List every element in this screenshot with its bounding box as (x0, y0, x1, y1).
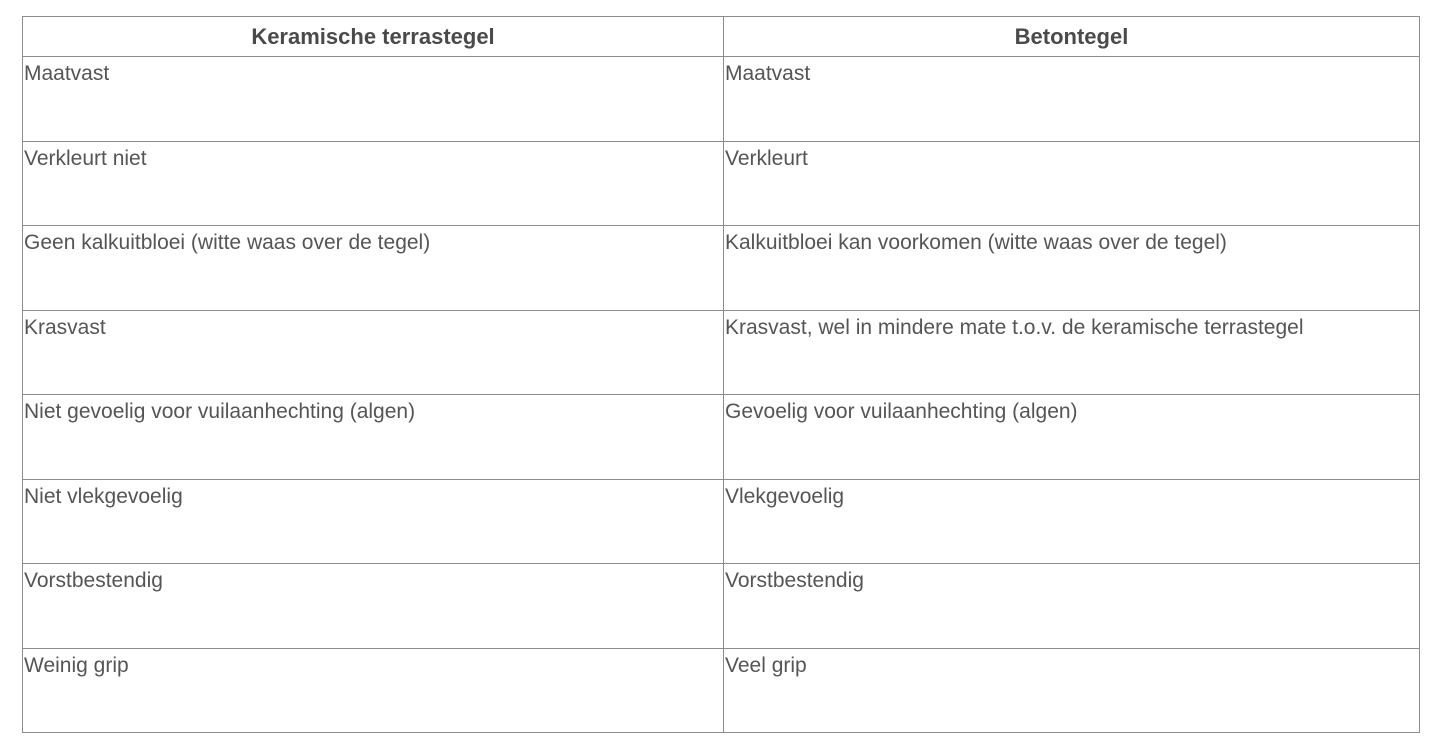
table-row (23, 226, 1420, 311)
table-cell-ceramic: Weinig grip (23, 648, 724, 733)
table-cell-ceramic: Niet gevoelig voor vuilaanhechting (algen) (23, 395, 724, 480)
table-row (23, 395, 1420, 480)
table-cell-concrete: Veel grip (724, 648, 1420, 733)
table-cell-concrete: Kalkuitbloei kan voorkomen (witte waas over de tegel) (724, 226, 1420, 311)
table-header-row (23, 17, 1420, 57)
table-row (23, 310, 1420, 395)
table-row (23, 479, 1420, 564)
header-concrete-tile: Betontegel (724, 17, 1420, 57)
table-row (23, 141, 1420, 226)
table-cell-concrete: Verkleurt (724, 141, 1420, 226)
comparison-table (22, 16, 1420, 733)
table-row (23, 564, 1420, 649)
table-cell-ceramic: Maatvast (23, 57, 724, 142)
table-cell-ceramic: Krasvast (23, 310, 724, 395)
table-cell-concrete: Vlekgevoelig (724, 479, 1420, 564)
table-cell-ceramic: Geen kalkuitbloei (witte waas over de tegel) (23, 226, 724, 311)
table-cell-ceramic: Niet vlekgevoelig (23, 479, 724, 564)
table-cell-concrete: Gevoelig voor vuilaanhechting (algen) (724, 395, 1420, 480)
table-cell-concrete: Vorstbestendig (724, 564, 1420, 649)
table-cell-concrete: Krasvast, wel in mindere mate t.o.v. de keramische terrastegel (724, 310, 1420, 395)
table-cell-ceramic: Vorstbestendig (23, 564, 724, 649)
table-row (23, 648, 1420, 733)
table-cell-concrete: Maatvast (724, 57, 1420, 142)
table-row (23, 57, 1420, 142)
header-ceramic-tile: Keramische terrastegel (23, 17, 724, 57)
table-cell-ceramic: Verkleurt niet (23, 141, 724, 226)
